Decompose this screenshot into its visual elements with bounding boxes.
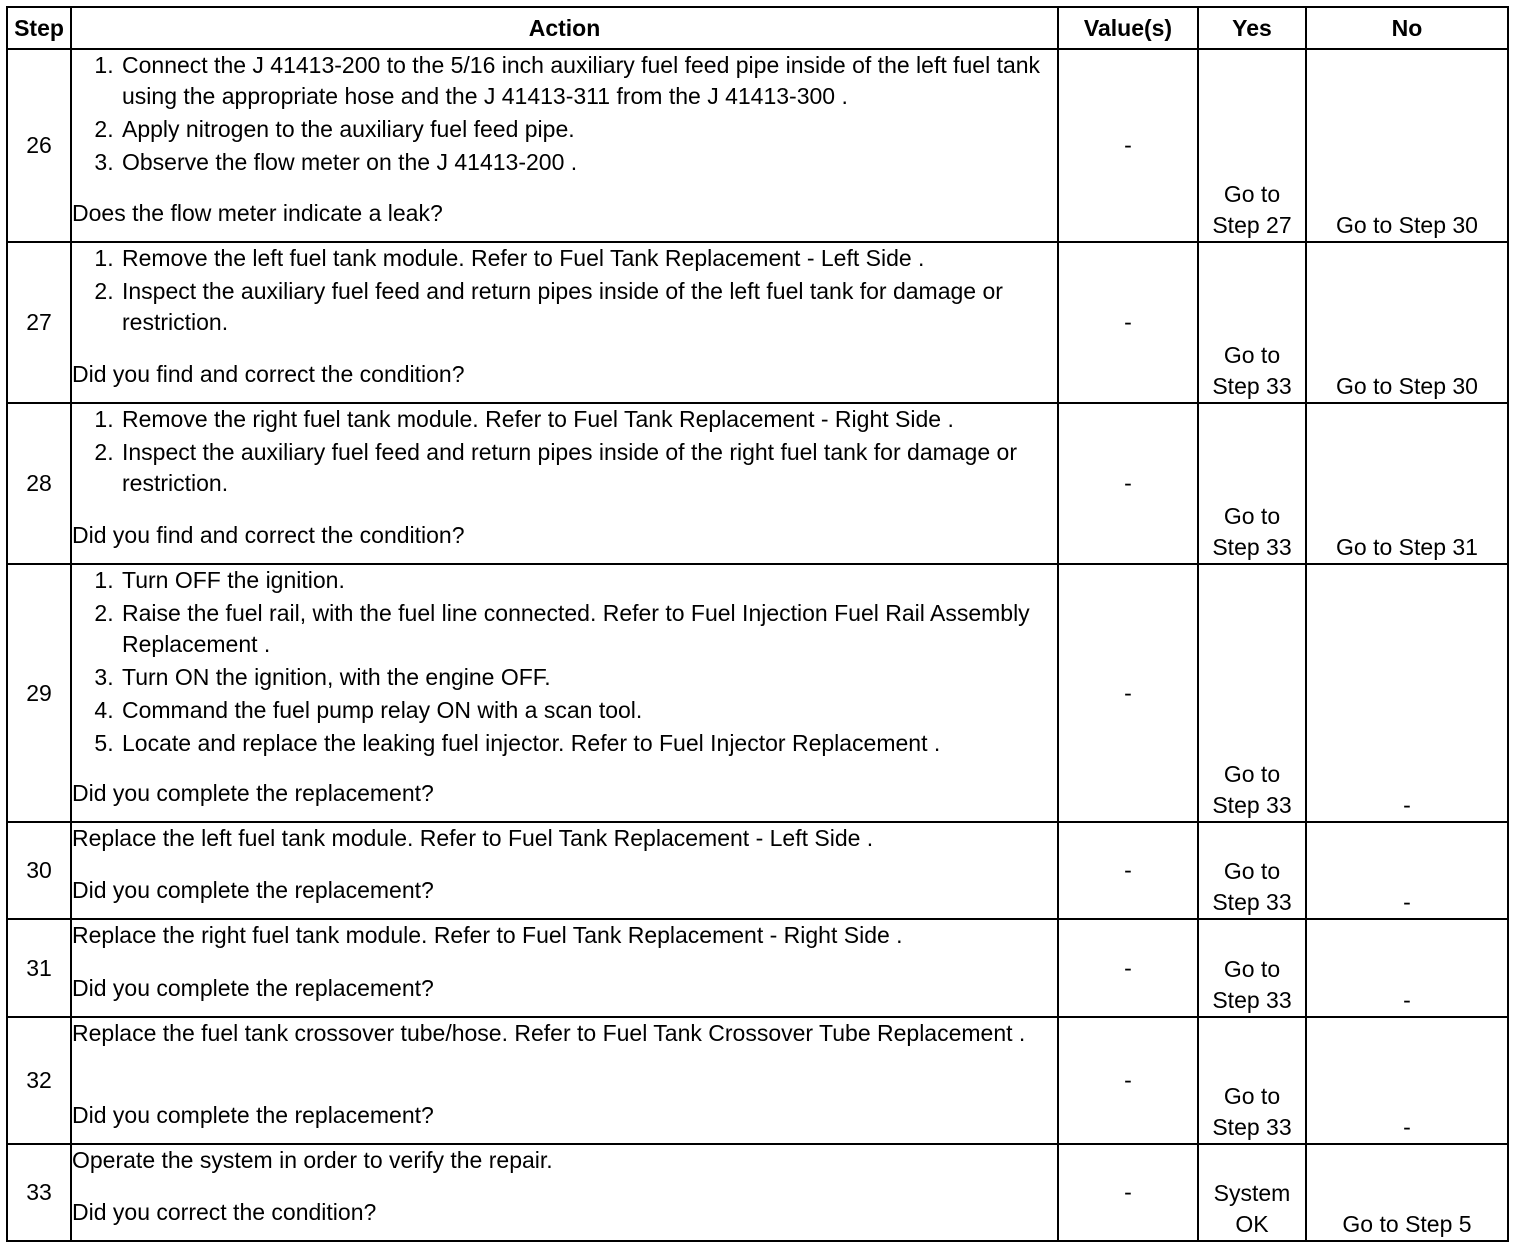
header-yes: Yes bbox=[1198, 7, 1306, 49]
no-cell: - bbox=[1306, 564, 1508, 822]
action-cell bbox=[71, 822, 1058, 919]
action-question: Did you correct the condition? bbox=[72, 1199, 377, 1225]
procedure-item: 2. Inspect the auxiliary fuel feed and return pipes inside of the left fuel tank for damage or restriction. bbox=[120, 276, 1057, 338]
table-row bbox=[7, 1017, 1508, 1144]
procedure-item: 2. Raise the fuel rail, with the fuel line connected. Refer to Fuel Injection Fuel Rail Assembly Replacement . bbox=[120, 598, 1057, 660]
action-question: Did you complete the replacement? bbox=[72, 877, 434, 903]
action-question: Did you find and correct the condition? bbox=[72, 361, 465, 387]
value-cell: - bbox=[1058, 242, 1198, 403]
header-values: Value(s) bbox=[1058, 7, 1198, 49]
header-row bbox=[7, 7, 1508, 49]
procedure-item: 3. Observe the flow meter on the J 41413-200 . bbox=[120, 147, 1057, 178]
yes-cell: Go to Step 27 bbox=[1198, 49, 1306, 242]
yes-cell: Go to Step 33 bbox=[1198, 822, 1306, 919]
header-step: Step bbox=[7, 7, 71, 49]
action-cell bbox=[71, 49, 1058, 242]
table-row bbox=[7, 242, 1508, 403]
step-number: 28 bbox=[7, 403, 71, 564]
table-row bbox=[7, 564, 1508, 822]
procedure-list bbox=[72, 50, 1057, 178]
table-body bbox=[7, 49, 1508, 1241]
procedure-item: 3. Turn ON the ignition, with the engine OFF. bbox=[120, 662, 1057, 693]
yes-cell: System OK bbox=[1198, 1144, 1306, 1241]
action-cell bbox=[71, 1144, 1058, 1241]
action-cell bbox=[71, 919, 1058, 1017]
step-number: 32 bbox=[7, 1017, 71, 1144]
action-cell bbox=[71, 564, 1058, 822]
procedure-item: 1. Connect the J 41413-200 to the 5/16 inch auxiliary fuel feed pipe inside of the left fuel tank using the appropriate hose and the J 41413-311 from the J 41413-300 . bbox=[120, 50, 1057, 112]
no-cell: Go to Step 31 bbox=[1306, 403, 1508, 564]
procedure-item: 4. Command the fuel pump relay ON with a scan tool. bbox=[120, 695, 1057, 726]
yes-cell: Go to Step 33 bbox=[1198, 564, 1306, 822]
action-cell bbox=[71, 1017, 1058, 1144]
procedure-item: 5. Locate and replace the leaking fuel injector. Refer to Fuel Injector Replacement . bbox=[120, 728, 1057, 759]
procedure-item: 1. Remove the right fuel tank module. Refer to Fuel Tank Replacement - Right Side . bbox=[120, 404, 1057, 435]
no-cell: - bbox=[1306, 1017, 1508, 1144]
action-question: Did you complete the replacement? bbox=[72, 1102, 434, 1128]
header-no: No bbox=[1306, 7, 1508, 49]
yes-cell: Go to Step 33 bbox=[1198, 1017, 1306, 1144]
diagnostic-table bbox=[6, 6, 1509, 1242]
step-number: 33 bbox=[7, 1144, 71, 1241]
step-number: 26 bbox=[7, 49, 71, 242]
procedure-item: 1. Turn OFF the ignition. bbox=[120, 565, 1057, 596]
no-cell: Go to Step 30 bbox=[1306, 49, 1508, 242]
action-question: Did you complete the replacement? bbox=[72, 975, 434, 1001]
procedure-item: 2. Inspect the auxiliary fuel feed and return pipes inside of the right fuel tank for damage or restriction. bbox=[120, 437, 1057, 499]
step-number: 27 bbox=[7, 242, 71, 403]
procedure-list bbox=[72, 404, 1057, 499]
action-question: Did you complete the replacement? bbox=[72, 780, 434, 806]
table-row bbox=[7, 49, 1508, 242]
procedure-item: 2. Apply nitrogen to the auxiliary fuel feed pipe. bbox=[120, 114, 1057, 145]
yes-cell: Go to Step 33 bbox=[1198, 242, 1306, 403]
step-number: 29 bbox=[7, 564, 71, 822]
header-action: Action bbox=[71, 7, 1058, 49]
table-row bbox=[7, 403, 1508, 564]
value-cell: - bbox=[1058, 403, 1198, 564]
step-number: 31 bbox=[7, 919, 71, 1017]
value-cell: - bbox=[1058, 1017, 1198, 1144]
procedure-list bbox=[72, 565, 1057, 759]
action-text: Operate the system in order to verify the repair. bbox=[72, 1147, 553, 1173]
action-cell bbox=[71, 242, 1058, 403]
yes-cell: Go to Step 33 bbox=[1198, 919, 1306, 1017]
action-question: Does the flow meter indicate a leak? bbox=[72, 200, 443, 226]
value-cell: - bbox=[1058, 919, 1198, 1017]
action-text: Replace the left fuel tank module. Refer to Fuel Tank Replacement - Left Side . bbox=[72, 825, 874, 851]
no-cell: - bbox=[1306, 919, 1508, 1017]
value-cell: - bbox=[1058, 49, 1198, 242]
table-row bbox=[7, 919, 1508, 1017]
no-cell: Go to Step 30 bbox=[1306, 242, 1508, 403]
table-row bbox=[7, 822, 1508, 919]
value-cell: - bbox=[1058, 1144, 1198, 1241]
action-question: Did you find and correct the condition? bbox=[72, 522, 465, 548]
action-cell bbox=[71, 403, 1058, 564]
table-row bbox=[7, 1144, 1508, 1241]
action-text: Replace the fuel tank crossover tube/hose. Refer to Fuel Tank Crossover Tube Replacement . bbox=[72, 1020, 1026, 1046]
step-number: 30 bbox=[7, 822, 71, 919]
procedure-list bbox=[72, 243, 1057, 338]
action-text: Replace the right fuel tank module. Refer to Fuel Tank Replacement - Right Side . bbox=[72, 922, 903, 948]
no-cell: - bbox=[1306, 822, 1508, 919]
no-cell: Go to Step 5 bbox=[1306, 1144, 1508, 1241]
yes-cell: Go to Step 33 bbox=[1198, 403, 1306, 564]
value-cell: - bbox=[1058, 564, 1198, 822]
procedure-item: 1. Remove the left fuel tank module. Refer to Fuel Tank Replacement - Left Side . bbox=[120, 243, 1057, 274]
value-cell: - bbox=[1058, 822, 1198, 919]
